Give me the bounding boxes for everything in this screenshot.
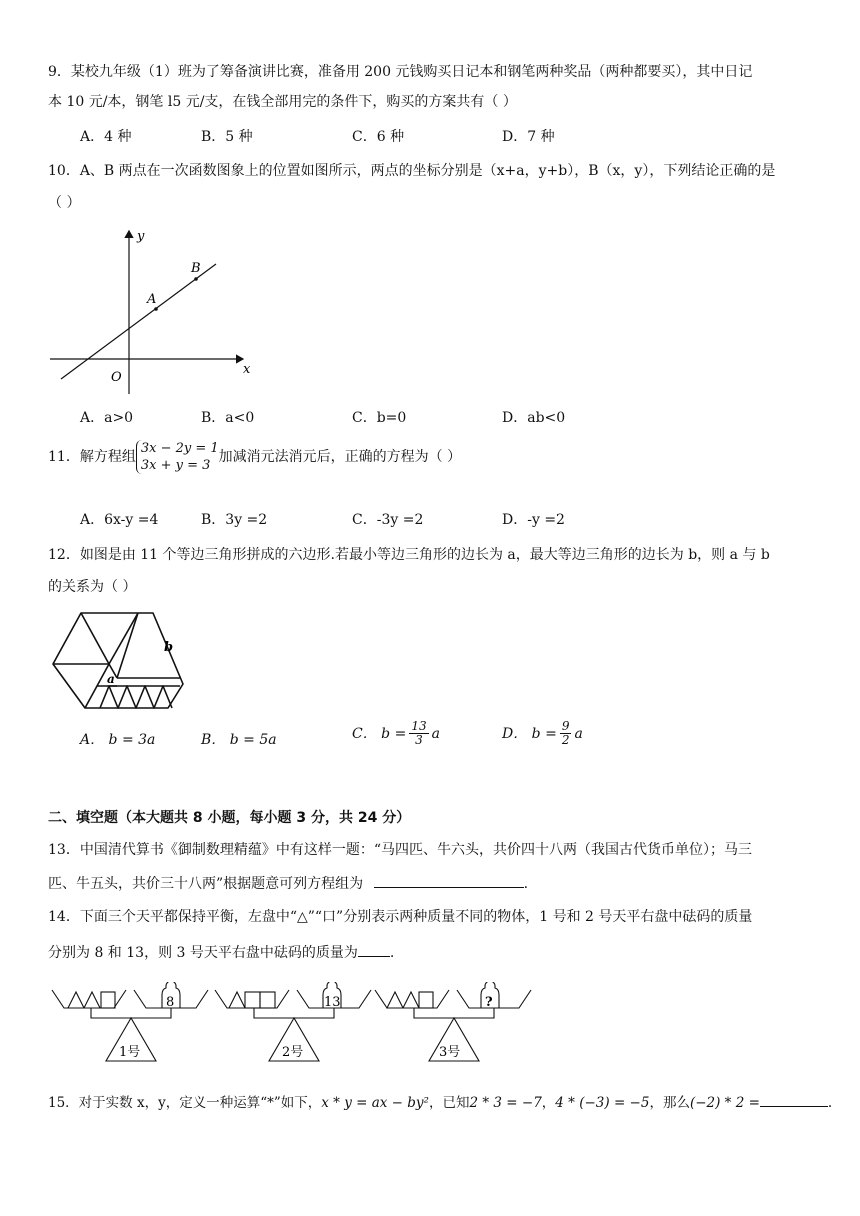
q12-option-c-denominator: 3: [415, 733, 423, 747]
q10-option-b: B．a<0: [201, 410, 255, 426]
square-object: [245, 992, 260, 1008]
q12-option-b: B． b = 5a: [201, 732, 277, 748]
q15-mid: ，已知: [428, 1095, 470, 1111]
q14-line2-text: 分别为 8 和 13，则 3 号天平右盘中砝码的质量为: [48, 945, 358, 961]
q15-ask-prefix: ，那么: [649, 1095, 690, 1111]
q11-equation-2: 3x + y = 3: [140, 458, 211, 473]
triangle-object: [403, 992, 419, 1008]
q14-line2: [48, 940, 394, 963]
q11-equation-1: 3x − 2y = 1: [140, 441, 219, 456]
q11-suffix: 加减消元法消元后，正确的方程为（ ）: [218, 449, 462, 465]
q11-option-b: B．3y =2: [201, 512, 268, 528]
q13-end: .: [523, 876, 529, 892]
q13-answer-blank[interactable]: [374, 871, 524, 888]
q9-option-a: A．4 种: [80, 129, 132, 145]
balance-2-label: 2号: [282, 1045, 304, 1060]
q15-given-1: 2 * 3 = −7: [469, 1095, 542, 1111]
balance-3-label: 3号: [439, 1045, 461, 1060]
q12-option-d-fraction: [560, 720, 572, 747]
q12-option-d-numerator: 9: [561, 719, 570, 733]
q13-line2: [48, 871, 528, 894]
triangle-object: [84, 992, 100, 1008]
point-a-dot: [154, 307, 158, 311]
origin-label: O: [111, 370, 122, 385]
y-axis-label: y: [137, 229, 145, 244]
q15-line: 15．对于实数 x，y，定义一种运算“*”如下，x * y = ax − by²，已知2 * 3 = −7，4 * (−3) = −5，那么(−2) * 2 = .: [48, 1090, 832, 1113]
q13-line1: 13．中国清代算书《御制数理精蕴》中有这样一题：“马四匹、牛六头，共价四十八两（我国古代货币单位）；马三: [48, 842, 752, 858]
q13-line2-text: 匹、牛五头，共价三十八两”根据题意可列方程组为: [48, 876, 364, 892]
q15-answer-blank[interactable]: [760, 1090, 828, 1107]
triangle-object: [68, 992, 84, 1008]
balance-2-weight: 13: [324, 995, 341, 1010]
q15-given-2: 4 * (−3) = −5: [555, 1095, 650, 1111]
q12-line2: 的关系为（ ）: [48, 579, 137, 595]
function-line: [61, 264, 216, 379]
balance-3-weight: ?: [485, 995, 493, 1010]
q11-option-c: C．-3y =2: [352, 512, 424, 528]
q9-line2: 本 10 元/本，钢笔 l5 元/支，在钱全部用完的条件下，购买的方案共有（ ）: [48, 94, 517, 110]
q10-line1: 10．A、B 两点在一次函数图象上的位置如图所示，两点的坐标分别是（x+a，y+b），B（x，y），下列结论正确的是: [48, 163, 776, 179]
q12-option-c-prefix: C． b =: [352, 725, 407, 742]
q12-line1: 12．如图是由 11 个等边三角形拼成的六边形.若最小等边三角形的边长为 a，最大等边三角形的边长为 b，则 a 与 b: [48, 547, 770, 563]
balance-1-weight: 8: [166, 995, 175, 1010]
q11-equation-system: [136, 440, 219, 474]
hexagon-outline: [53, 613, 183, 708]
q12-option-c-numerator: 13: [411, 719, 427, 733]
linear-function-graph: [45, 222, 260, 397]
q10-line2: （ ）: [48, 195, 81, 211]
q14-end: .: [389, 945, 395, 961]
square-object: [419, 992, 433, 1008]
q10-option-d: D．ab<0: [502, 410, 566, 426]
point-b-dot: [194, 277, 198, 281]
q15-definition: x * y = ax − by²: [321, 1095, 429, 1111]
balance-3: [373, 982, 533, 1068]
q12-option-d-prefix: D． b =: [502, 725, 557, 742]
q10-option-a: A．a>0: [80, 410, 134, 426]
triangle-object: [387, 992, 403, 1008]
q15-end: .: [827, 1095, 833, 1111]
q12-option-d-denominator: 2: [561, 733, 570, 747]
square-object: [260, 992, 275, 1008]
q14-line1: 14．下面三个天平都保持平衡，左盘中“△”“口”分别表示两种质量不同的物体，1 号和 2 号天平右盘中砝码的质量: [48, 909, 753, 925]
q9-option-b: B．5 种: [201, 129, 253, 145]
triangle-object: [229, 992, 245, 1008]
q9-line1: 9．某校九年级（1）班为了筹备演讲比赛，准备用 200 元钱购买日记本和钢笔两种奖品（两种都要买），其中日记: [48, 64, 753, 80]
q11-option-d: D．-y =2: [502, 512, 565, 528]
q15-prefix: 15．对于实数 x，y，定义一种运算“*”如下，: [48, 1095, 322, 1111]
q12-option-d: [502, 720, 583, 747]
q14-answer-blank[interactable]: [358, 940, 390, 957]
q12-option-a: A． b = 3a: [80, 732, 156, 748]
section-2-title: 二、填空题（本大题共 8 小题，每小题 3 分，共 24 分）: [48, 810, 411, 826]
balance-2: [213, 982, 373, 1068]
point-b-label: B: [191, 261, 201, 276]
q9-option-c: C．6 种: [352, 129, 405, 145]
balance-1-label: 1号: [119, 1045, 141, 1060]
q12-option-c: [352, 720, 440, 747]
q12-option-c-suffix: a: [431, 725, 440, 742]
square-object: [101, 992, 115, 1008]
q12-option-d-suffix: a: [574, 725, 583, 742]
label-b: b: [164, 640, 174, 655]
hexagon-triangles-figure: [52, 610, 188, 712]
x-axis-label: x: [243, 362, 251, 377]
q9-option-d: D．7 种: [502, 129, 555, 145]
q11-line: [48, 440, 461, 474]
q11-option-a: A．6x-y =4: [80, 512, 159, 528]
q10-option-c: C．b=0: [352, 410, 407, 426]
label-a: a: [107, 672, 115, 686]
q15-ask: (−2) * 2 =: [689, 1095, 760, 1111]
q11-prefix: 11．解方程组: [48, 449, 136, 465]
balance-1: [50, 982, 210, 1068]
point-a-label: A: [147, 292, 157, 307]
q12-option-c-fraction: [409, 720, 428, 747]
